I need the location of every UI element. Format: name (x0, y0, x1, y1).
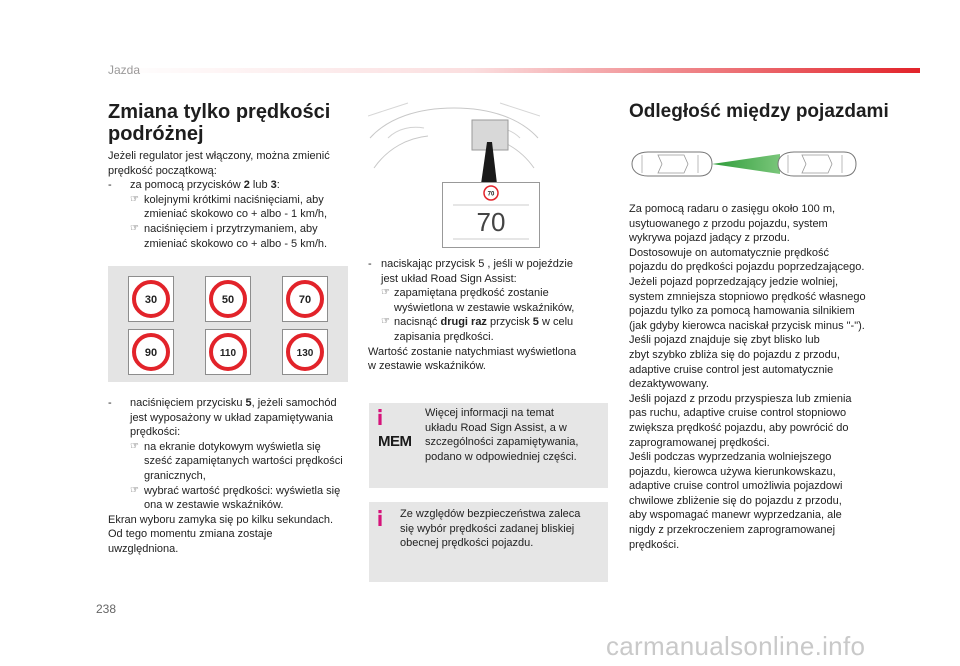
description-line: pojazdu do prędkości pojazdu poprzedzającego. (629, 261, 865, 274)
speed-memory-panel (108, 266, 348, 382)
speed-sign-label: 50 (221, 294, 235, 306)
description-line: adaptive cruise control jest automatycznie (629, 363, 834, 376)
speed-sign-label: 70 (298, 294, 312, 306)
description-line: pas ruchu, adaptive cruise control stopniowo (629, 407, 847, 420)
dash-item-cont: jest wyposażony w układ zapamiętywania (130, 411, 333, 424)
display-speed-value: 70 (476, 207, 506, 237)
header-accent-line (108, 68, 920, 73)
sub-item-cont: granicznych, (144, 469, 206, 482)
display-sign-value: 70 (487, 191, 495, 198)
radar-distance-illustration (628, 145, 860, 183)
mem-button-label: MEM (378, 433, 412, 450)
dash-item-cont: jest układ Road Sign Assist: (381, 272, 517, 285)
speed-sign-label: 130 (296, 348, 314, 359)
description-line: aby wspomagać manewr wyprzedzania, ale (629, 509, 842, 522)
arrow-bullet-icon: ☞ (381, 287, 390, 299)
sub-item-cont: ona w zestawie wskaźników. (144, 499, 284, 512)
arrow-bullet-icon: ☞ (130, 440, 139, 452)
description-line: pojazdu tylko za pomocą hamowania silnikiem (629, 305, 855, 318)
description-line: Za pomocą radaru o zasięgu około 100 m, (629, 203, 836, 215)
end-line: Wartość zostanie natychmiast wyświetlona (368, 345, 577, 358)
description-line: Jeżeli pojazd poprzedzający jedzie wolniej, (629, 275, 839, 288)
speed-sign-30[interactable] (128, 276, 174, 322)
arrow-bullet-icon: ☞ (130, 222, 139, 234)
left-section-title (108, 101, 348, 145)
sub-item-cont: sześć zapamiętanych wartości prędkości (144, 455, 343, 468)
description-line: Dostosowuje on automatycznie prędkość (629, 246, 829, 259)
sub-item-cont: zapisania prędkości. (394, 330, 494, 343)
end-line: w zestawie wskaźników. (368, 360, 486, 373)
sub-item: ☞ nacisnąć drugi raz przycisk 5 w celu (381, 316, 574, 329)
watermark: carmanualsonline.info (606, 631, 866, 661)
sub-item: ☞ na ekranie dotykowym wyświetla się (130, 440, 321, 453)
speed-sign-label: 90 (144, 347, 158, 359)
speed-sign-label: 110 (219, 348, 237, 359)
speed-sign-50[interactable] (205, 276, 251, 322)
speed-sign-90[interactable] (128, 329, 174, 375)
info-box-memory (369, 403, 608, 488)
left-intro-block (108, 149, 358, 251)
speed-sign-110[interactable] (205, 329, 251, 375)
description-line: prędkości. (629, 538, 680, 551)
description-line: pojazdu, kierowca używa kierunkowskazu, (629, 465, 836, 478)
description-line: chwilowe zbliżenie się do pojazdu z przodu, (629, 494, 842, 507)
description-line: Jeśli pojazd znajduje się zbyt blisko lub (629, 334, 820, 347)
right-description (629, 202, 889, 552)
description-line: Jeśli pojazd z przodu przyspiesza lub zmienia (629, 392, 852, 405)
left-title-line1: Zmiana tylko prędkości (108, 101, 331, 123)
speed-display-zoom (442, 182, 540, 248)
sub-item-cont: zmieniać skokowo co + albo - 5 km/h. (144, 237, 328, 250)
left-memory-block (108, 396, 360, 557)
description-line: nigdy z przekroczeniem zaprogramowanej (629, 524, 836, 537)
sub-item: ☞ wybrać wartość prędkości: wyświetla się (130, 484, 341, 497)
speed-sign-70[interactable] (282, 276, 328, 322)
dash-item: - naciśnięciem przycisku 5, jeżeli samochód (108, 397, 337, 409)
end-line: Ekran wyboru zamyka się po kilku sekundach. (108, 513, 333, 526)
page-number: 238 (96, 602, 117, 616)
description-line: zbyt szybko zbliża się do pojazdu z przodu, (629, 348, 840, 361)
end-line: uwzględniona. (108, 542, 179, 555)
info-box-text: Ze względów bezpieczeństwa zaleca się wybór prędkości zadanej bliskiej obecnej prędkości pojazdu. (400, 508, 581, 550)
own-car-icon (632, 152, 712, 176)
sub-item-cont: wyświetlona w zestawie wskaźników, (394, 301, 575, 314)
description-line: zwiększa prędkość pojazdu, aby powrócić do (629, 421, 849, 434)
description-line: Jeśli podczas wyprzedzania wolniejszego (629, 451, 832, 464)
description-line: (jak gdyby kierowca naciskał przycisk minus "-"). (629, 319, 865, 332)
sub-item: ☞ kolejnymi krótkimi naciśnięciami, aby (130, 193, 324, 206)
info-box-text: Więcej informacji na temat układu Road Sign Assist, a w szczególności zapamiętywania, podano w odpowiedniej części. (425, 407, 579, 463)
dash-item: - naciskając przycisk 5 , jeśli w pojeździe (368, 258, 573, 270)
arrow-bullet-icon: ☞ (381, 316, 390, 328)
speed-sign-label: 30 (144, 294, 158, 306)
intro-line: Jeżeli regulator jest włączony, można zmienić (108, 150, 330, 162)
middle-rsa-block (368, 257, 613, 374)
info-icon (376, 508, 384, 528)
description-line: zaprogramowanej prędkości. (629, 436, 770, 449)
description-line: system zmniejsza stopniowo prędkość własnego (629, 290, 866, 303)
info-box-safety (369, 502, 608, 582)
info-icon (376, 407, 384, 427)
description-line: adaptive cruise control umożliwia pojazdowi (629, 480, 843, 493)
intro-line: prędkość początkową: (108, 164, 217, 177)
sub-item: ☞ naciśnięciem i przytrzymaniem, aby (130, 222, 318, 235)
front-car-icon (778, 152, 856, 176)
speed-sign-130[interactable] (282, 329, 328, 375)
description-line: dezaktywowany. (629, 378, 709, 391)
right-section-title: Odległość między pojazdami (629, 101, 889, 122)
arrow-bullet-icon: ☞ (130, 484, 139, 496)
left-title-line2: podróżnej (108, 123, 204, 145)
description-line: wykrywa pojazd jadący z przodu. (629, 232, 790, 245)
sub-item-cont: zmieniać skokowo co + albo - 1 km/h, (144, 208, 328, 221)
dash-item-cont: prędkości: (130, 426, 181, 439)
sub-item: ☞ zapamiętana prędkość zostanie (381, 287, 549, 300)
radar-beam-icon (712, 154, 780, 174)
end-line: Od tego momentu zmiana zostaje (108, 528, 273, 541)
description-line: usytuowanego z przodu pojazdu, system (629, 217, 828, 230)
arrow-bullet-icon: ☞ (130, 193, 139, 205)
dash-item: - za pomocą przycisków 2 lub 3: (108, 179, 280, 192)
